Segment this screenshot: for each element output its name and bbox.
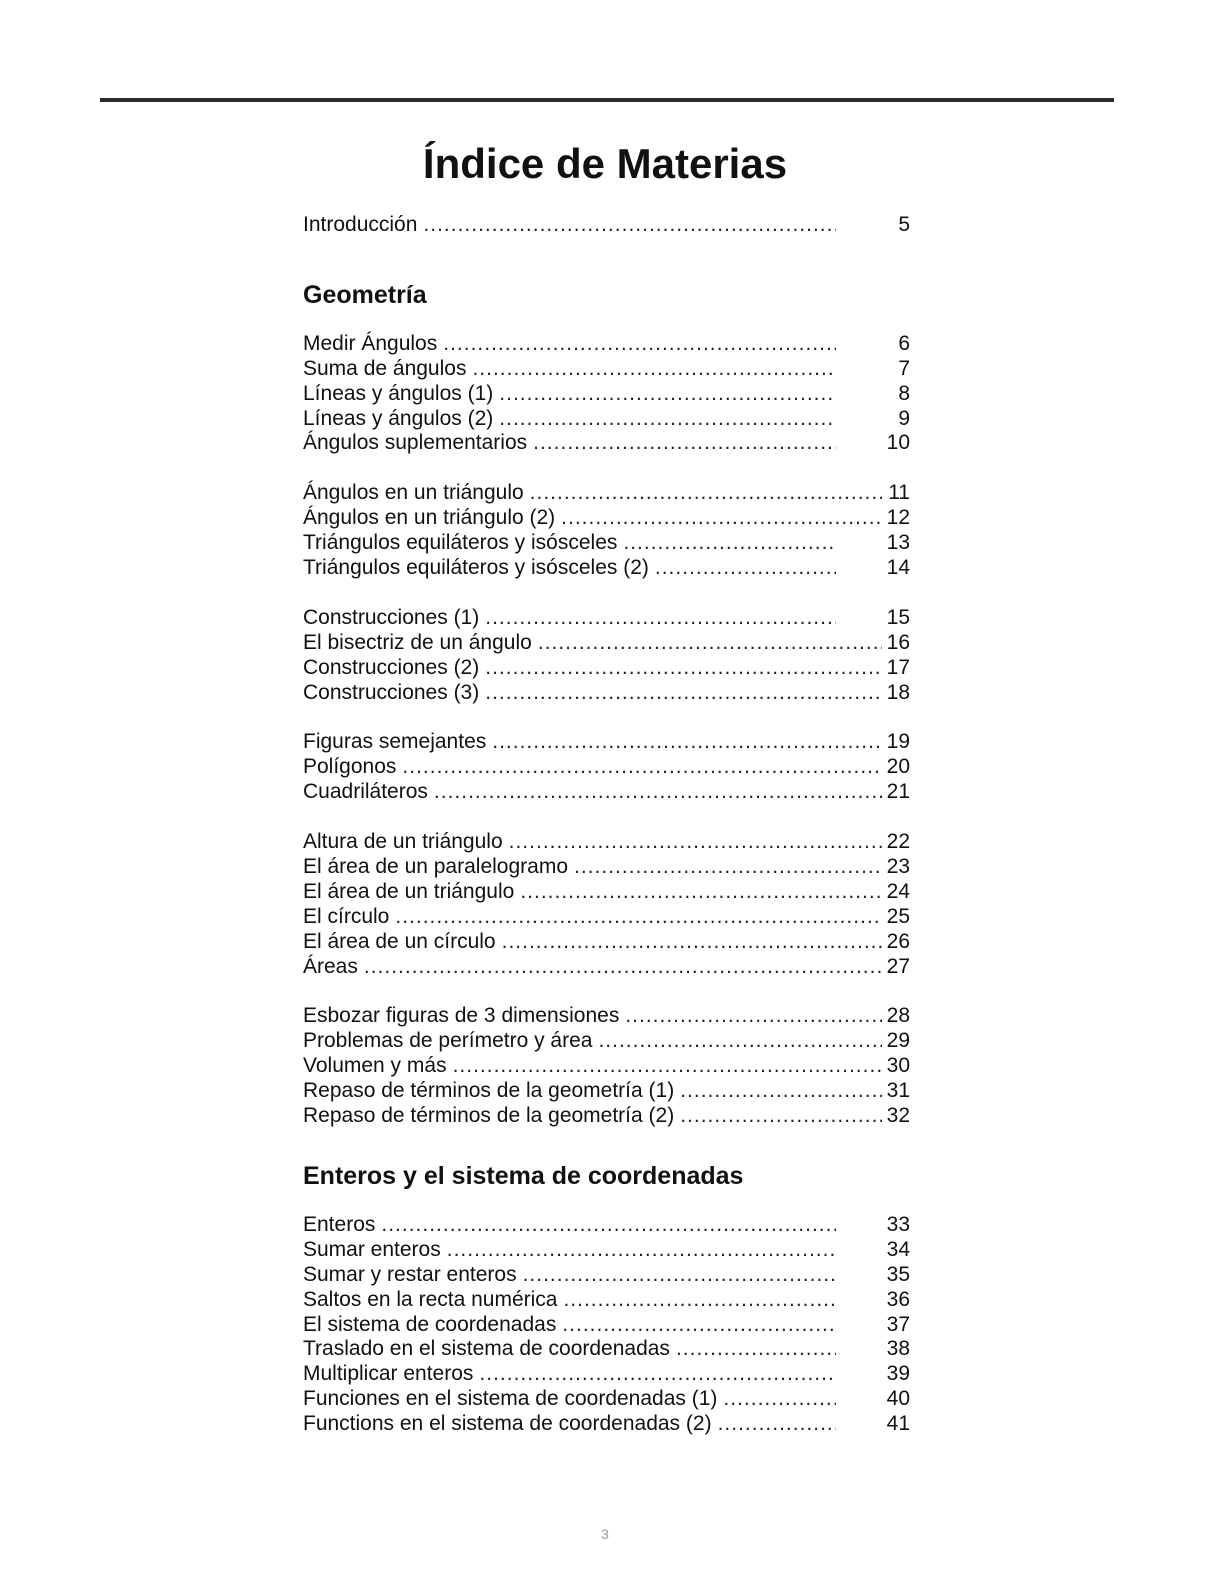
toc-group [303,1213,910,1437]
toc-entry-page: 39 [886,1362,910,1386]
dot-leader [562,1313,836,1338]
dot-leader [395,905,882,930]
toc-entry-page: 26 [886,929,910,953]
dot-leader [447,1238,836,1263]
toc-entry-label: Volumen y más [303,1054,447,1078]
toc-entry-page: 23 [886,855,910,879]
toc-entry-page: 5 [898,213,910,236]
toc-entry-label: Construcciones (2) [303,655,480,679]
toc-entry[interactable] [303,1104,910,1129]
toc-entry-label: Construcciones (3) [303,680,480,704]
dot-leader [485,656,882,681]
toc-entry[interactable] [303,407,910,432]
dot-leader [485,606,836,631]
dot-leader [502,930,882,955]
toc-entry-label: Problemas de perímetro y área [303,1029,593,1053]
dot-leader [680,1104,882,1129]
toc-entry-label: Traslado en el sistema de coordenadas [303,1337,670,1361]
toc-entry[interactable] [303,681,910,706]
toc-entry-label: El bisectriz de un ángulo [303,630,532,654]
toc-entry[interactable] [303,1288,910,1313]
toc-group [303,730,910,805]
dot-leader [718,1412,836,1437]
toc-entry[interactable] [303,755,910,780]
table-of-contents [303,213,910,1437]
dot-leader [723,1387,836,1412]
toc-entry[interactable] [303,1412,910,1437]
toc-entry-label: Construcciones (1) [303,605,480,629]
dot-leader [625,1004,882,1029]
toc-entry-label: Introducción [303,213,418,236]
toc-entry-page: 33 [886,1212,910,1236]
dot-leader [499,382,836,407]
dot-leader [443,332,836,357]
toc-entry-label: Multiplicar enteros [303,1362,474,1386]
toc-entry-page: 25 [886,904,910,928]
toc-entry-page: 16 [886,630,910,654]
toc-entry[interactable] [303,1004,910,1029]
toc-entry-label: Líneas y ángulos (1) [303,381,494,405]
dot-leader [561,506,882,531]
toc-group [303,481,910,581]
toc-entry[interactable] [303,955,910,980]
toc-entry[interactable] [303,730,910,755]
toc-entry[interactable] [303,631,910,656]
toc-group [303,1004,910,1128]
toc-entry[interactable] [303,1337,910,1362]
toc-entry-page: 30 [886,1054,910,1078]
toc-entry[interactable] [303,332,910,357]
toc-entry[interactable] [303,531,910,556]
dot-leader [533,431,836,456]
toc-entry[interactable] [303,481,910,506]
section-heading: Enteros y el sistema de coordenadas [303,1161,744,1190]
toc-entry[interactable] [303,431,910,456]
dot-leader [623,531,836,556]
toc-entry-label: Triángulos equiláteros y isósceles [303,531,618,555]
toc-entry-page: 10 [886,431,910,455]
page-title: Índice de Materias [422,140,788,187]
dot-leader [509,830,882,855]
dot-leader [434,780,882,805]
toc-entry[interactable] [303,855,910,880]
toc-entry[interactable] [303,880,910,905]
toc-entry-page: 7 [898,356,910,380]
toc-entry-label: Saltos en la recta numérica [303,1287,558,1311]
dot-leader [655,556,836,581]
toc-group [303,830,910,979]
toc-entry[interactable] [303,556,910,581]
toc-entry-page: 24 [886,879,910,903]
toc-entry-label: Ángulos suplementarios [303,431,528,455]
toc-entry-label: Sumar enteros [303,1237,441,1261]
toc-entry[interactable] [303,830,910,855]
toc-entry-page: 41 [886,1412,910,1436]
toc-entry-label: Ángulos en un triángulo [303,481,524,505]
toc-entry-page: 14 [886,556,910,580]
toc-group [303,606,910,706]
dot-leader [453,1054,882,1079]
toc-entry-page: 29 [886,1029,910,1053]
dot-leader [574,855,882,880]
toc-entry-page: 28 [886,1004,910,1028]
dot-leader [423,213,836,238]
toc-entry-page: 21 [886,780,910,804]
toc-entry-label: Repaso de términos de la geometría (2) [303,1104,675,1128]
toc-entry-label: Triángulos equiláteros y isósceles (2) [303,556,649,580]
page-number: 3 [601,1526,609,1542]
toc-entry-label: Áreas [303,954,358,978]
toc-entry[interactable] [303,1213,910,1238]
toc-entry-page: 34 [886,1237,910,1261]
toc-entry-label: Functions en el sistema de coordenadas (2) [303,1412,712,1436]
toc-entry-label: Altura de un triángulo [303,830,503,854]
toc-entry-page: 27 [886,954,910,978]
toc-entry-label: Cuadriláteros [303,780,428,804]
toc-entry-page: 20 [886,755,910,779]
toc-entry-page: 36 [886,1287,910,1311]
toc-entry-label: El área de un paralelogramo [303,855,569,879]
toc-entry-label: El área de un círculo [303,929,496,953]
toc-entry[interactable] [303,656,910,681]
dot-leader [680,1079,882,1104]
dot-leader [538,631,882,656]
dot-leader [364,955,882,980]
toc-entry-page: 18 [886,680,910,704]
dot-leader [472,357,836,382]
dot-leader [381,1213,836,1238]
toc-entry-page: 17 [886,655,910,679]
section-heading: Geometría [303,280,427,309]
toc-entry-label: Suma de ángulos [303,356,467,380]
toc-entry-label: Polígonos [303,755,397,779]
toc-entry-label: El área de un triángulo [303,879,515,903]
toc-entry[interactable] [303,905,910,930]
toc-entry-page: 12 [886,506,910,530]
toc-entry-label: El sistema de coordenadas [303,1312,557,1336]
toc-entry-page: 9 [898,406,910,430]
toc-entry-page: 6 [898,331,910,355]
dot-leader [563,1288,836,1313]
toc-entry[interactable] [303,780,910,805]
toc-entry[interactable] [303,382,910,407]
dot-leader [676,1337,836,1362]
dot-leader [598,1029,882,1054]
toc-entry[interactable] [303,1362,910,1387]
dot-leader [523,1263,836,1288]
toc-entry-label: Repaso de términos de la geometría (1) [303,1079,675,1103]
toc-entry[interactable] [303,1313,910,1338]
top-rule [100,98,1114,102]
toc-entry-label: Enteros [303,1212,376,1236]
toc-entry-page: 32 [886,1104,910,1128]
toc-entry-page: 13 [886,531,910,555]
toc-entry-page: 35 [886,1262,910,1286]
toc-entry-label: Funciones en el sistema de coordenadas (1) [303,1387,718,1411]
toc-entry[interactable] [303,1387,910,1412]
toc-entry-page: 15 [886,605,910,629]
toc-entry-label: Sumar y restar enteros [303,1262,517,1286]
toc-entry-label: Figuras semejantes [303,730,487,754]
toc-entry-label: Esbozar figuras de 3 dimensiones [303,1004,620,1028]
dot-leader [492,730,882,755]
toc-entry-page: 19 [886,730,910,754]
toc-entry[interactable] [303,606,910,631]
toc-entry-label: Líneas y ángulos (2) [303,406,494,430]
dot-leader [485,681,882,706]
toc-entry-label: Medir Ángulos [303,331,438,355]
toc-entry[interactable] [303,1029,910,1054]
toc-entry-page: 37 [886,1312,910,1336]
toc-entry-label: El círculo [303,904,390,928]
toc-entry-page: 31 [886,1079,910,1103]
dot-leader [530,481,882,506]
toc-entry[interactable] [303,213,910,238]
toc-entry-page: 22 [886,830,910,854]
toc-entry[interactable] [303,930,910,955]
toc-entry[interactable] [303,1263,910,1288]
dot-leader [520,880,882,905]
dot-leader [499,407,836,432]
toc-entry-page: 40 [886,1387,910,1411]
toc-entry[interactable] [303,357,910,382]
toc-entry-page: 11 [888,481,910,505]
toc-entry[interactable] [303,1054,910,1079]
toc-entry[interactable] [303,506,910,531]
toc-entry[interactable] [303,1238,910,1263]
toc-entry-label: Ángulos en un triángulo (2) [303,506,556,530]
toc-entry[interactable] [303,1079,910,1104]
toc-group [303,332,910,456]
dot-leader [402,755,882,780]
toc-entry-page: 38 [886,1337,910,1361]
toc-entry-page: 8 [898,381,910,405]
dot-leader [479,1362,836,1387]
